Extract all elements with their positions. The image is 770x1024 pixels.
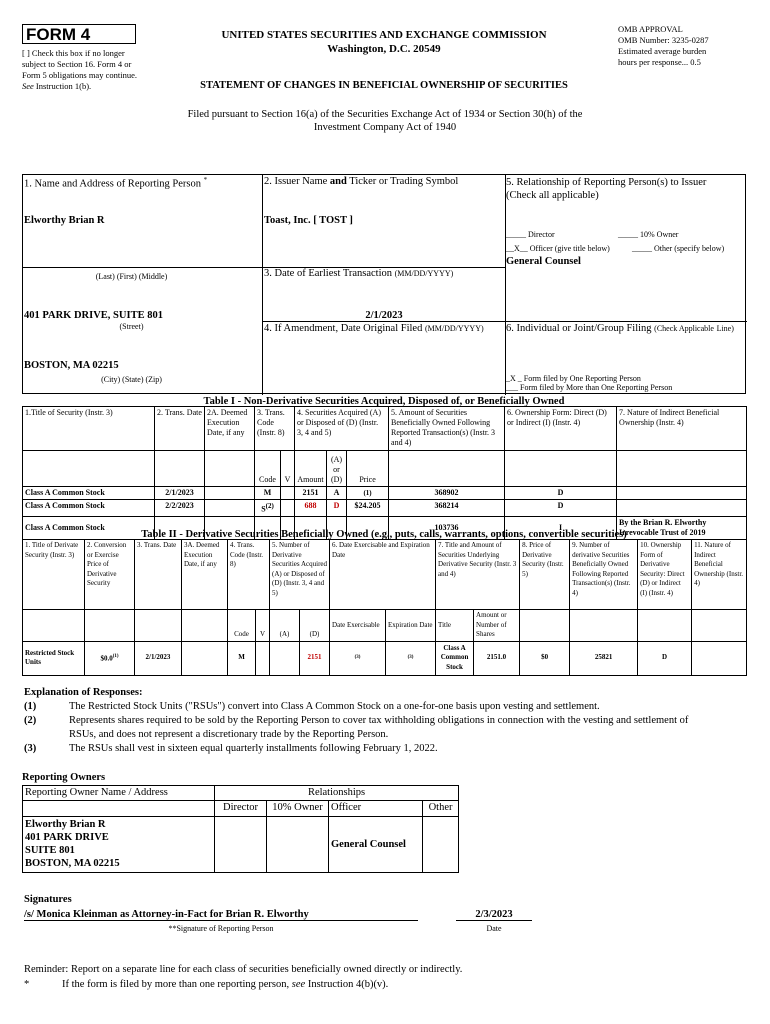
- t2-sub-exercisable: Date Exercisable: [330, 610, 386, 642]
- explanation-item: (1) The Restricted Stock Units ("RSUs") convert into Class A Common Stock on a one-for-one basis upon vesting and settlement.: [24, 701, 600, 712]
- street-caption: (Street): [119, 322, 144, 331]
- reporting-person-city: BOSTON, MA 02215: [24, 360, 119, 371]
- officer-title: General Counsel: [506, 256, 581, 267]
- relationship-officer: __X__ Officer (give title below): [506, 244, 610, 253]
- table1-subheader-row: [23, 451, 747, 487]
- table2-title: Table II - Derivative Securities Beneficially Owned (e.g., puts, calls, warrants, options, convertible securities): [141, 529, 627, 540]
- table-row: Restricted Stock Units $0.0$^{(1)}$ 2/1/2023 M 2151 (3) (3) Class A Common Stock 2151.0 $0 25821 D: [23, 641, 747, 675]
- statement-title: STATEMENT OF CHANGES IN BENEFICIAL OWNERSHIP OF SECURITIES: [200, 80, 568, 91]
- relationship-director: _____ Director: [506, 230, 555, 239]
- table2-subheader-row: [23, 610, 747, 642]
- table2: [22, 539, 747, 676]
- t1-sub-amount: Amount: [295, 451, 327, 487]
- reporting-person-street: 401 PARK DRIVE, SUITE 801: [24, 310, 163, 321]
- table2-header-row: [23, 540, 747, 610]
- city-caption: (City) (State) (Zip): [101, 375, 162, 384]
- signature-date: 2/3/2023: [456, 909, 532, 921]
- top-boxes: [22, 174, 746, 394]
- table1: [22, 406, 747, 540]
- name-caption: (Last) (First) (Middle): [95, 272, 168, 281]
- t2-h8: 8. Price of Derivative Security (Instr. 5): [520, 540, 570, 610]
- explanation-item: (2) Represents shares required to be sold by the Reporting Person to cover tax withholding obligations in connection with the vesting and settlement of RSUs, and does not represent a discretionary trade by the Reporting Person.: [24, 715, 689, 740]
- t1-sub-aord: (A) or (D): [327, 451, 347, 487]
- owners-col-director: Director: [215, 801, 267, 817]
- owners-col-ten: 10% Owner: [267, 801, 329, 817]
- t2-sub-expiration: Expiration Date: [386, 610, 436, 642]
- box6-label: 6. Individual or Joint/Group Filing (Check Applicable Line): [506, 323, 734, 334]
- t2-h6: 6. Date Exercisable and Expiration Date: [330, 540, 436, 610]
- t2-sub-code: Code: [228, 610, 256, 642]
- owners-col-other: Other: [423, 801, 459, 817]
- table1-header-row: [23, 407, 747, 451]
- check-box-text: [ ] Check this box if no longer subject to Section 16. Form 4 or Form 5 obligations may continue. See Instruction 1(b).: [22, 48, 137, 91]
- box1-label: 1. Name and Address of Reporting Person *: [24, 176, 208, 190]
- t2-sub-d: (D): [300, 610, 330, 642]
- explanation-item: (3) The RSUs shall vest in sixteen equal quarterly installments following February 1, 2022.: [24, 743, 438, 754]
- filed-pursuant: Filed pursuant to Section 16(a) of the Securities Exchange Act of 1934 or Section 30(h) of the Investment Company Act of 1940: [187, 109, 583, 133]
- form-title: FORM 4: [26, 25, 91, 44]
- owners-col-rel: Relationships: [215, 786, 459, 801]
- box3-label: 3. Date of Earliest Transaction (MM/DD/YYYY): [264, 268, 454, 279]
- t1-sub-v: V: [281, 451, 295, 487]
- t1-h7: 7. Nature of Indirect Beneficial Ownership (Instr. 4): [617, 407, 747, 451]
- filing-one-person: _X _ Form filed by One Reporting Person: [506, 374, 641, 383]
- t1-h5: 5. Amount of Securities Beneficially Owned Following Reported Transaction(s) (Instr. 3 and 4): [389, 407, 505, 451]
- reporting-person-name: Elworthy Brian R: [24, 215, 105, 226]
- t1-h1: 1.Title of Security (Instr. 3): [23, 407, 155, 451]
- relationship-ten-pct: _____ 10% Owner: [618, 230, 679, 239]
- t2-sub-amount: Amount or Number of Shares: [474, 610, 520, 642]
- t1-h4: 4. Securities Acquired (A) or Disposed of (D) (Instr. 3, 4 and 5): [295, 407, 389, 451]
- explanation-title: Explanation of Responses:: [24, 687, 143, 698]
- owner-officer: General Counsel: [329, 817, 423, 873]
- owners-table: [22, 785, 459, 873]
- table-row: Class A Common Stock 2/1/2023 M 2151 A (1) 368902 D: [23, 487, 747, 500]
- t2-h3a: 3A. Deemed Execution Date, if any: [182, 540, 228, 610]
- owners-col-name: Reporting Owner Name / Address: [23, 786, 215, 801]
- box4-label: 4. If Amendment, Date Original Filed (MM/DD/YYYY): [264, 323, 484, 334]
- t2-sub-title: Title: [436, 610, 474, 642]
- t1-sub-price: Price: [347, 451, 389, 487]
- t1-h6: 6. Ownership Form: Direct (D) or Indirect (I) (Instr. 4): [505, 407, 617, 451]
- table-row: Class A Common Stock 2/2/2023 $S^{(2)}$ 688 D $24.205 368214 D: [23, 500, 747, 517]
- t2-h2: 2. Conversion or Exercise Price of Derivative Security: [85, 540, 135, 610]
- t2-sub-a: (A): [270, 610, 300, 642]
- date-caption: Date: [486, 924, 502, 933]
- t2-h7: 7. Title and Amount of Securities Underlying Derivative Security (Instr. 3 and 4): [436, 540, 520, 610]
- form-title-box: [22, 24, 136, 44]
- t2-h3: 3. Trans. Date: [135, 540, 182, 610]
- box2-label: 2. Issuer Name and Ticker or Trading Symbol: [264, 176, 459, 187]
- t1-h2: 2. Trans. Date: [155, 407, 205, 451]
- signer: /s/ Monica Kleinman as Attorney-in-Fact for Brian R. Elworthy: [24, 909, 418, 921]
- earliest-transaction-date: 2/1/2023: [365, 310, 403, 321]
- t2-h4: 4. Trans. Code (Instr. 8): [228, 540, 270, 610]
- owners-col-officer: Officer: [329, 801, 423, 817]
- t1-h3: 3. Trans. Code (Instr. 8): [255, 407, 295, 451]
- signature-caption: **Signature of Reporting Person: [168, 924, 274, 933]
- explanation-section: [24, 686, 744, 756]
- reminder: Reminder: Report on a separate line for each class of securities beneficially owned directly or indirectly.: [24, 964, 463, 975]
- omb-approval: OMB APPROVAL OMB Number: 3235-0287 Estimated average burden hours per response... 0.5: [618, 24, 709, 67]
- signatures-title: Signatures: [24, 894, 72, 905]
- owners-title: Reporting Owners: [22, 772, 106, 783]
- multi-filer-note: * If the form is filed by more than one reporting person, see Instruction 4(b)(v).: [24, 979, 389, 990]
- relationship-other: _____ Other (specify below): [632, 244, 725, 253]
- owner-address: Elworthy Brian R 401 PARK DRIVE SUITE 801 BOSTON, MA 02215: [23, 817, 215, 873]
- box5-label: 5. Relationship of Reporting Person(s) to Issuer (Check all applicable): [506, 177, 707, 201]
- t1-h2a: 2A. Deemed Execution Date, if any: [205, 407, 255, 451]
- t2-h11: 11. Nature of Indirect Beneficial Ownership (Instr. 4): [692, 540, 747, 610]
- t2-h10: 10. Ownership Form of Derivative Security: Direct (D) or Indirect (I) (Instr. 4): [638, 540, 692, 610]
- issuer-name: Toast, Inc. [ TOST ]: [264, 215, 353, 226]
- t2-h5: 5. Number of Derivative Securities Acquired (A) or Disposed of (D) (Instr. 3, 4 and 5): [270, 540, 330, 610]
- t1-sub-code: Code: [255, 451, 281, 487]
- table-row: Class A Common Stock 103736 I By the Brian R. Elworthy Irrevocable Trust of 2019: [23, 516, 747, 539]
- t2-h9: 9. Number of derivative Securities Beneficially Owned Following Reported Transaction(s) (Instr. 4): [570, 540, 638, 610]
- filing-more-than-one: ___ Form filed by More than One Reporting Person: [506, 383, 673, 392]
- t2-sub-v: V: [256, 610, 270, 642]
- agency-name: UNITED STATES SECURITIES AND EXCHANGE COMMISSION Washington, D.C. 20549: [221, 29, 547, 55]
- table1-title: Table I - Non-Derivative Securities Acquired, Disposed of, or Beneficially Owned: [203, 396, 565, 407]
- t2-h1: 1. Title of Derivate Security (Instr. 3): [23, 540, 85, 610]
